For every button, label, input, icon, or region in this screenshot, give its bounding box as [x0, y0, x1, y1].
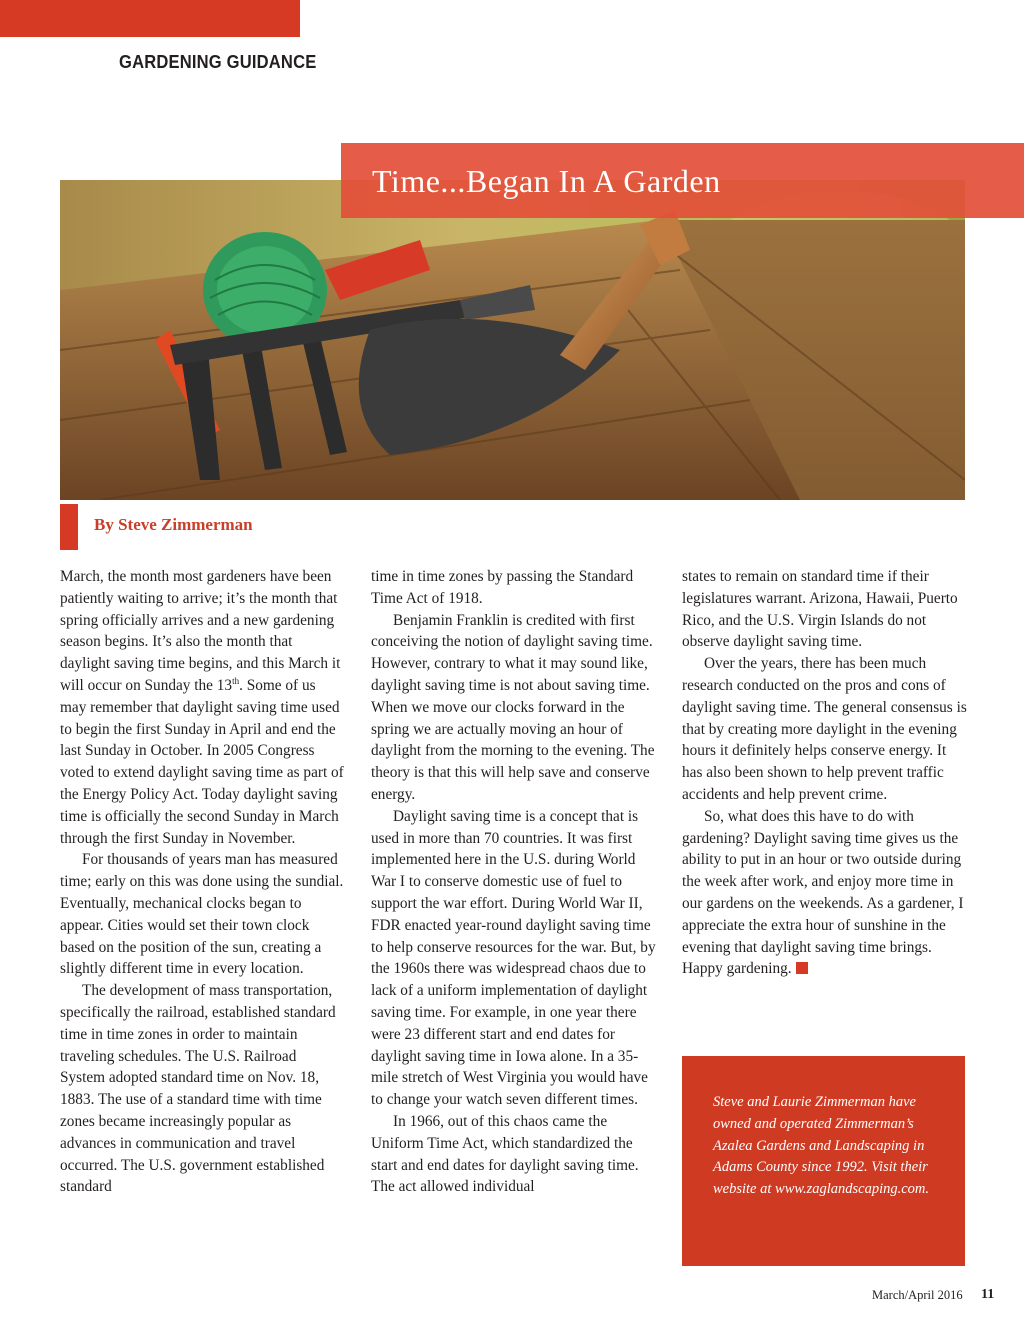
superscript: th	[232, 675, 240, 686]
byline: By Steve Zimmerman	[94, 515, 253, 534]
text-run: . Some of us may remember that daylight saving time used to begin the first Sunday in April and end the last Sunday in October. In 2005 Congress voted to extend daylight saving time as part of the Energy Policy Act. Today daylight saving time is officially the second Sunday in March through the first Sunday in November.	[60, 676, 344, 847]
column-1	[60, 566, 345, 1198]
paragraph: Benjamin Franklin is credited with first conceiving the notion of daylight saving time. However, contrary to what it may sound like, daylight saving time is not about saving time. When we move our clocks forward in the spring we are actually moving an hour of daylight from the morning to the evening. The theory is that this will help save and conserve energy.	[371, 611, 655, 803]
paragraph: The development of mass transportation, specifically the railroad, established standard time in time zones in order to maintain traveling schedules. The U.S. Railroad System adopted standard time on Nov. 18, 1883. The use of a standard time with time zones became increasingly popular as advances in communication and travel occurred. The U.S. government established standard	[60, 982, 336, 1196]
article-title: Time...Began In A Garden	[372, 163, 721, 199]
text-run: So, what does this have to do with gardening? Daylight saving time gives us the ability to put in an hour or two outside during the week after work, and enjoy more time in our gardens on the weekends. As a gardener, I appreciate the extra hour of sunshine in the evening that daylight saving time brings. Happy gardening.	[682, 807, 964, 978]
hero-image	[60, 180, 965, 500]
paragraph	[60, 566, 345, 849]
section-label: GARDENING GUIDANCE	[119, 52, 317, 72]
text-run: March, the month most gardeners have been patiently waiting to arrive; it’s the month that spring officially arrives and a new gardening season begins. It’s also the month that daylight saving time begins, and this March it will occur on Sunday the 13	[60, 568, 341, 694]
paragraph: Daylight saving time is a concept that is used in more than 70 countries. It was first implemented here in the U.S. during World War I to conserve domestic use of fuel to support the war effort. During World War II, FDR enacted year-round daylight saving time to help conserve resources for the war. But, by the 1960s there was widespread chaos due to lack of a uniform implementation of daylight saving time. For example, in one year there were 23 different start and end dates for daylight saving time in Iowa alone. In a 35-mile stretch of West Virginia you would have to change your watch seven different times.	[371, 807, 656, 1109]
column-3	[682, 566, 967, 980]
paragraph	[682, 806, 967, 980]
byline-accent-bar	[60, 504, 78, 550]
paragraph: In 1966, out of this chaos came the Uniform Time Act, which standardized the start and end dates for daylight saving time. The act allowed individual	[371, 1112, 639, 1196]
author-bio: Steve and Laurie Zimmerman have owned and operated Zimmerman’s Azalea Gardens and Landscaping in Adams County since 1992. Visit their website at www.zaglandscaping.com.	[713, 1094, 930, 1198]
column-2	[371, 566, 656, 1198]
paragraph: states to remain on standard time if their legislatures warrant. Arizona, Hawaii, Puerto Rico, and the U.S. Virgin Islands do not observe daylight saving time.	[682, 568, 958, 651]
top-accent-bar	[0, 0, 300, 37]
paragraph: time in time zones by passing the Standard Time Act of 1918.	[371, 568, 634, 607]
end-of-article-icon	[796, 962, 808, 974]
footer-issue: March/April 2016	[872, 1288, 963, 1302]
page-number: 11	[981, 1287, 995, 1302]
garden-tools-photo	[60, 180, 965, 500]
paragraph: For thousands of years man has measured time; early on this was done using the sundial. Eventually, mechanical clocks began to appear. Cities would set their town clock based on the position of the sun, creating a slightly different time in every location.	[60, 851, 344, 978]
paragraph: Over the years, there has been much research conducted on the pros and cons of daylight saving time. The general consensus is that by creating more daylight in the evening hours it definitely helps conserve energy. It has also been shown to help prevent traffic accidents and help prevent crime.	[682, 655, 967, 803]
